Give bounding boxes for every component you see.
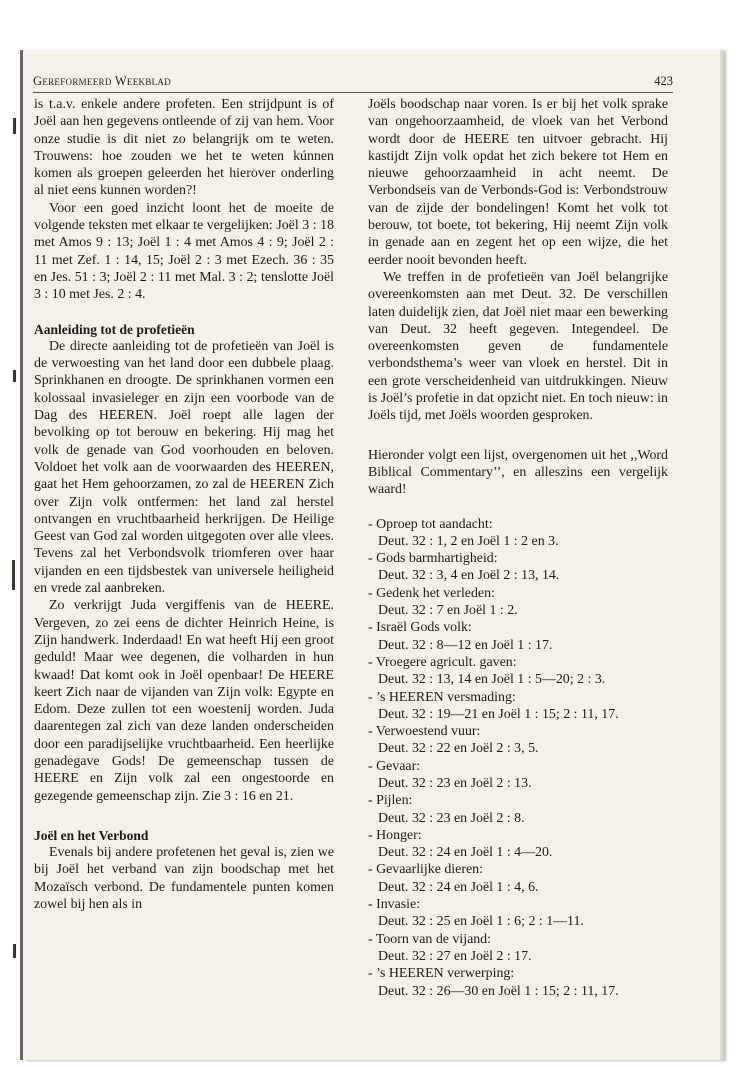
list-item-title: - ’s HEEREN versmading: xyxy=(368,689,516,705)
list-item-reference: Deut. 32 : 23 en Joël 2 : 13. xyxy=(378,775,532,791)
list-item-title: - Verwoestend vuur: xyxy=(368,724,481,740)
list-item-reference: Deut. 32 : 27 en Joël 2 : 17. xyxy=(378,948,532,964)
list-item-title: - ’s HEEREN verwerping: xyxy=(368,966,515,982)
list-item-title: - Israël Gods volk: xyxy=(368,620,472,636)
list-item-reference: Deut. 32 : 24 en Joël 1 : 4, 6. xyxy=(378,879,539,895)
body-paragraph: Joëls boodschap naar voren. Is er bij het volk sprake van ongehoorzaamheid, de vloek van het Verbond wordt door de HEERE ten uitvoer gebracht. Hij kastijdt Zijn volk opdat het zich bekere tot Hem en nieuwe gehoorzaamheid in acht neemt. De Verbondseis van de Verbonds-God is: Verbondstrouw van de zijde der bondelingen! Komt het volk tot berouw, tot boete, tot bekering, Hij neemt Zijn volk in genade aan en zegent het op een wijze, die het eerder nooit bevonden heeft. xyxy=(368,97,668,268)
section-heading: Aanleiding tot de profetieën xyxy=(34,321,195,337)
list-item-reference: Deut. 32 : 25 en Joël 1 : 6; 2 : 1—11. xyxy=(378,914,584,930)
list-item-reference: Deut. 32 : 22 en Joël 2 : 3, 5. xyxy=(378,741,539,757)
list-item xyxy=(368,550,668,585)
list-item-title: - Honger: xyxy=(368,827,422,843)
list-item xyxy=(368,827,668,862)
body-paragraph: We treffen in de profetieën van Joël belangrijke overeenkomsten aan met Deut. 32. De verschillen laten duidelijk zien, dat Joël niet maar een bewerking van Deut. 32 heeft gegeven. Integendeel. De overeenkomsten geven de fundamentele verbondsthema’s weer van vloek en herstel. Dit in een grote verscheidenheid van uitdrukkingen. Nieuw is Joël’s profetie in dat opzicht niet. En toch nieuw: in Joëls tijd, met Joëls woorden gesproken. xyxy=(368,269,668,424)
list-item xyxy=(368,585,668,620)
header-rule xyxy=(33,92,673,93)
list-item xyxy=(368,516,668,551)
list-item-reference: Deut. 32 : 24 en Joël 1 : 4—20. xyxy=(378,845,553,861)
body-paragraph: Evenals bij andere profetenen het geval is, zien we bij Joël het verband van zijn boodschap met het Mozaïsch verbond. De fundamentele punten komen zowel bij hen als in xyxy=(34,845,334,913)
list-item-title: - Toorn van de vijand: xyxy=(368,931,491,947)
list-item xyxy=(368,931,668,966)
margin-mark xyxy=(12,560,15,590)
list-item-reference: Deut. 32 : 26—30 en Joël 1 : 15; 2 : 11, 17. xyxy=(378,983,619,999)
comparison-list xyxy=(368,516,668,1000)
left-column xyxy=(34,96,334,913)
right-column xyxy=(368,96,668,1000)
body-paragraph: Zo verkrijgt Juda vergiffenis van de HEERE. Vergeven, zo zei eens de dichter Heinrich Heine, is Zijn handwerk. Inderdaad! En wat heeft Hij een groot geduld! Maar wee degenen, die volharden in hun kwaad! Dat komt ook in Joël openbaar! De HEERE keert Zich naar de vijanden van Zijn volk: Egypte en Edom. Deze zullen tot een woestenij worden. Juda daarentegen zal zich van deze landen onderscheiden door een paradijselijke vruchtbaarheid. Een heerlijke genadegave Gods! De gemeenschap tussen de HEERE en Zijn volk zal een ongestoorde en gezegende gemeenschap zijn. Zie 3 : 16 en 21. xyxy=(34,598,334,804)
list-item-reference: Deut. 32 : 13, 14 en Joël 1 : 5—20; 2 : 3. xyxy=(378,672,606,688)
list-item-title: - Gedenk het verleden: xyxy=(368,585,495,601)
list-item-title: - Gevaarlijke dieren: xyxy=(368,862,483,878)
page-binding-edge xyxy=(20,50,23,1060)
list-item xyxy=(368,758,668,793)
list-item-title: - Oproep tot aandacht: xyxy=(368,516,493,532)
list-item xyxy=(368,861,668,896)
running-title: Gereformeerd Weekblad xyxy=(33,74,172,88)
list-item xyxy=(368,689,668,724)
list-item-title: - Pijlen: xyxy=(368,793,413,809)
list-item xyxy=(368,654,668,689)
list-item-title: - Vroegere agricult. gaven: xyxy=(368,654,517,670)
list-item-title: - Gods barmhartigheid: xyxy=(368,551,498,567)
list-item-reference: Deut. 32 : 23 en Joël 2 : 8. xyxy=(378,810,525,826)
list-item-reference: Deut. 32 : 7 en Joël 1 : 2. xyxy=(378,603,518,619)
body-paragraph: De directe aanleiding tot de profetieën van Joël is de verwoesting van het land door een dubbele plaag. Sprinkhanen en droogte. De sprinkhanen vormen een kolossaal invasieleger en zijn een voorbode van de Dag des HEEREN. Joël roept alle lagen der bevolking op tot berouw en bekering. Hij mag het volk de genade van God voorhouden en beloven. Voldoet het volk aan de voorwaarden des HEEREN, gaat het Hem gehoorzamen, zo zal de HEEREN Zich over Zijn volk ontfermen: het land zal herstel ontvangen en vruchtbaarheid herkrijgen. De Heilige Geest van God zal worden uitgegoten over alle vlees. Tevens zal het Verbondsvolk triomferen over haar vijanden en een tijdsbestek van universele heiligheid en vrede zal aanbreken. xyxy=(34,338,334,597)
margin-mark xyxy=(13,118,16,134)
list-item xyxy=(368,723,668,758)
margin-mark xyxy=(13,370,16,382)
list-item xyxy=(368,965,668,1000)
margin-mark xyxy=(13,944,16,958)
list-intro: Hieronder volgt een lijst, overgenomen uit het ,,Word Biblical Commentary’’, en alleszins een vergelijk waard! xyxy=(368,447,668,498)
list-item-title: - Gevaar: xyxy=(368,758,421,774)
list-item-reference: Deut. 32 : 8—12 en Joël 1 : 17. xyxy=(378,637,553,653)
intro-paragraph: is t.a.v. enkele andere profeten. Een strijdpunt is of Joël aan hen gegevens ontleende of zij van hem. Voor onze studie is dit niet zo belangrijk om te weten. Trouwens: hoe zouden we het te weten kúnnen komen als groepen geleerden het hierover onderling al niet eens kunnen worden?! xyxy=(34,97,334,199)
page-number: 423 xyxy=(654,74,673,88)
list-item-reference: Deut. 32 : 19—21 en Joël 1 : 15; 2 : 11, 17. xyxy=(378,706,619,722)
list-item xyxy=(368,896,668,931)
list-item-title: - Invasie: xyxy=(368,897,421,913)
list-item-reference: Deut. 32 : 1, 2 en Joël 1 : 2 en 3. xyxy=(378,533,559,549)
page-header xyxy=(33,74,673,90)
list-item-reference: Deut. 32 : 3, 4 en Joël 2 : 13, 14. xyxy=(378,568,560,584)
list-item xyxy=(368,619,668,654)
section-heading: Joël en het Verbond xyxy=(34,827,149,843)
list-item xyxy=(368,792,668,827)
texts-paragraph: Voor een goed inzicht loont het de moeite de volgende teksten met elkaar te vergelijken: Joël 3 : 18 met Amos 9 : 13; Joël 1 : 4 met Amos 4 : 9; Joël 2 : 11 met Zef. 1 : 14, 15; Joël 2 : 3 met Ezech. 36 : 35 en Jes. 51 : 3; Joël 2 : 11 met Mal. 3 : 2; tenslotte Joël 3 : 10 met Jes. 2 : 4. xyxy=(34,200,334,303)
